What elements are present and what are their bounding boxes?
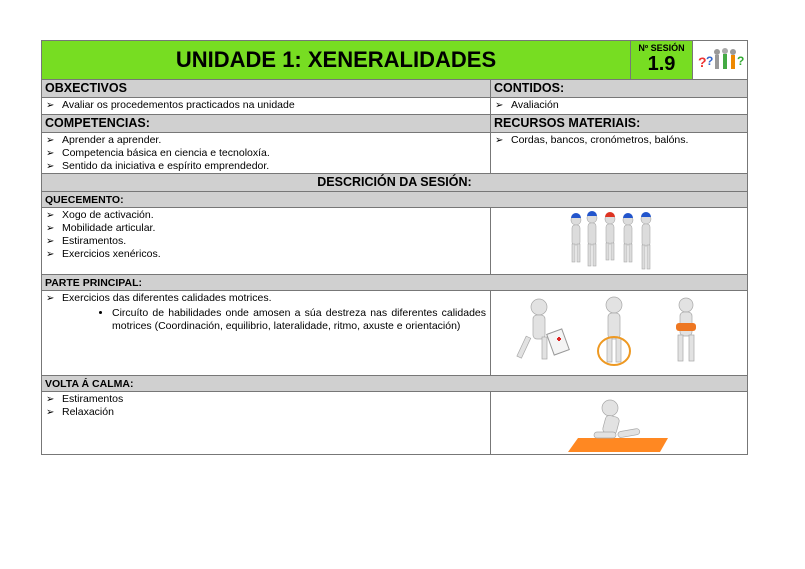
svg-text:?: ? [706,54,714,68]
warmup-label: QUECEMENTO: [42,192,747,208]
list-item: ➢ Estiramentos. [62,235,490,248]
stretching-figure-icon [491,392,747,454]
session-label: Nº SESIÓN [638,43,685,53]
list-item: • Circuíto de habilidades onde amosen a súa destreza nas diferentes calidades motrices (Coordinación, equilibrio, lateralidade, ritmo, axuste e orientación) [112,307,490,333]
resources-list [491,133,747,147]
cooldown-label: VOLTA Á CALMA: [42,376,747,392]
competencies-list [42,133,490,173]
description-label: DESCRICIÓN DA SESIÓN: [317,175,472,189]
cooldown-list [42,392,490,419]
svg-text:?: ? [698,54,707,70]
contents-label: CONTIDOS: [494,81,565,95]
warmup-header-row [41,192,748,208]
list-item: ➢ Sentido da iniciativa e espírito emprendedor. [62,160,490,173]
session-sheet [41,40,748,455]
list-item: ➢ Cordas, bancos, cronómetros, balóns. [511,134,747,147]
objectives-label: OBXECTIVOS [42,80,491,97]
list-item: ➢ Competencia básica en ciencia e tecnoloxía. [62,147,490,160]
main-part-body-row [41,291,748,376]
list-item: ➢ Estiramentos [62,393,490,406]
group-figures-icon [491,208,747,274]
competencies-body-row [41,133,748,174]
unit-title: UNIDADE 1: XENERALIDADES [42,41,631,79]
activity-figures-icon [491,291,747,375]
cooldown-body-row [41,392,748,455]
contents-list [491,98,747,112]
list-item: ➢ Avaliación [511,99,747,112]
warmup-list [42,208,490,261]
main-part-label: PARTE PRINCIPAL: [42,275,747,291]
title-row [41,40,748,80]
question-people-icon [693,41,747,79]
list-item: ➢ Aprender a aprender. [62,134,490,147]
competencies-label: COMPETENCIAS: [42,115,491,132]
list-item: ➢ Mobilidade articular. [62,222,490,235]
warmup-body-row [41,208,748,275]
main-part-list [42,291,490,305]
competencies-header-row [41,115,748,133]
main-part-header-row [41,275,748,291]
objectives-body-row [41,98,748,115]
resources-label: RECURSOS MATERIAIS: [494,116,641,130]
main-part-sublist [42,305,490,333]
objectives-list [42,98,490,112]
session-box [631,41,693,79]
svg-text:?: ? [737,54,745,68]
list-item: ➢ Avaliar os procedementos practicados na unidade [62,99,490,112]
list-item: ➢ Xogo de activación. [62,209,490,222]
description-header-row [41,174,748,192]
list-item: ➢ Relaxación [62,406,490,419]
session-number: 1.9 [647,53,676,75]
cooldown-header-row [41,376,748,392]
objectives-header-row [41,80,748,98]
list-item: ➢ Exercicios xenéricos. [62,248,490,261]
list-item: ➢ Exercicios das diferentes calidades motrices. [62,292,490,305]
